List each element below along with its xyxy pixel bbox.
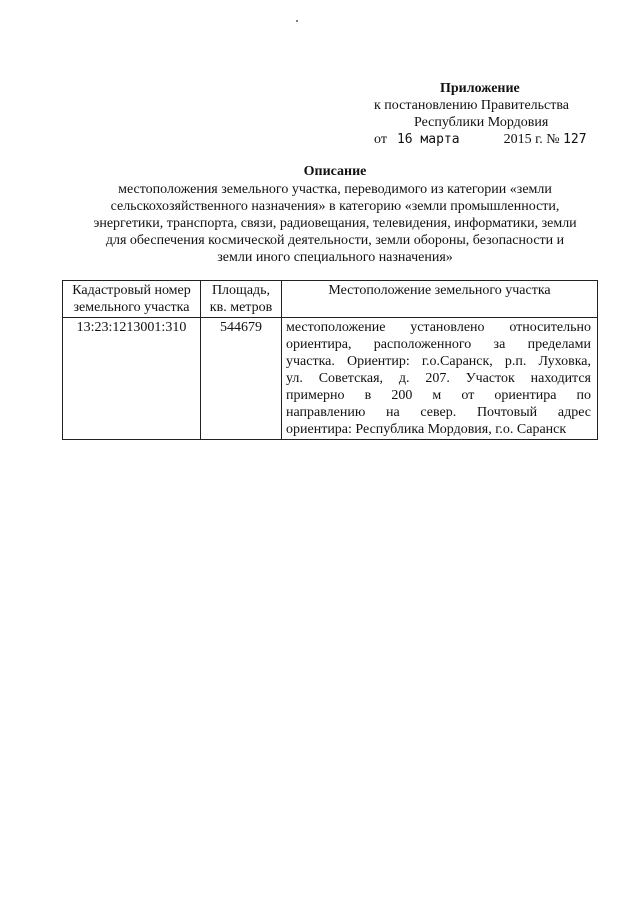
description-title: Описание xyxy=(303,164,367,179)
header-area: Площадь, кв. метров xyxy=(201,281,282,318)
location-cell xyxy=(282,318,598,440)
appendix-date-day-month: 16 марта xyxy=(396,132,460,147)
scan-speck xyxy=(296,20,298,22)
appendix-date-line xyxy=(362,131,602,148)
cadastral-number-cell: 13:23:1213001:310 xyxy=(63,318,201,440)
area-cell: 544679 xyxy=(201,318,282,440)
description-block xyxy=(70,163,600,266)
location-line: участка. Ориентир: г.о.Саранск, р.п. Луховка, xyxy=(286,354,591,369)
table-header-row xyxy=(63,281,598,318)
description-line: земли иного специального назначения» xyxy=(217,250,453,265)
description-line: местоположения земельного участка, переводимого из категории «земли xyxy=(118,182,552,197)
description-line: сельскохозяйственного назначения» в категорию «земли промышленности, xyxy=(110,199,560,214)
appendix-title: Приложение xyxy=(440,81,520,96)
appendix-resolution-line: к постановлению Правительства xyxy=(374,98,570,113)
location-line: ориентира, расположенного за пределами xyxy=(286,337,591,352)
description-line: энергетики, транспорта, связи, радиовещания, телевидения, информатики, земли xyxy=(93,216,577,231)
location-line: ориентира: Республика Мордовия, г.о. Саранск xyxy=(286,422,567,437)
header-location: Местоположение земельного участка xyxy=(282,281,598,318)
table-row xyxy=(63,318,598,440)
location-line: направлению на север. Почтовый адрес xyxy=(286,405,591,420)
location-line: ул. Советская, д. 207. Участок находится xyxy=(286,371,591,386)
appendix-block xyxy=(362,80,602,148)
location-line: примерно в 200 м от ориентира по xyxy=(286,388,591,403)
appendix-year: 2015 г. № xyxy=(503,132,560,147)
land-plot-table xyxy=(62,280,598,440)
appendix-republic-line: Республики Мордовия xyxy=(414,115,549,130)
location-line: местоположение установлено относительно xyxy=(286,320,591,335)
description-line: для обеспечения космической деятельности, земли обороны, безопасности и xyxy=(105,233,565,248)
header-cadastral-number: Кадастровый номер земельного участка xyxy=(63,281,201,318)
appendix-number: 127 xyxy=(563,132,587,147)
appendix-date-prefix: от xyxy=(374,132,387,147)
